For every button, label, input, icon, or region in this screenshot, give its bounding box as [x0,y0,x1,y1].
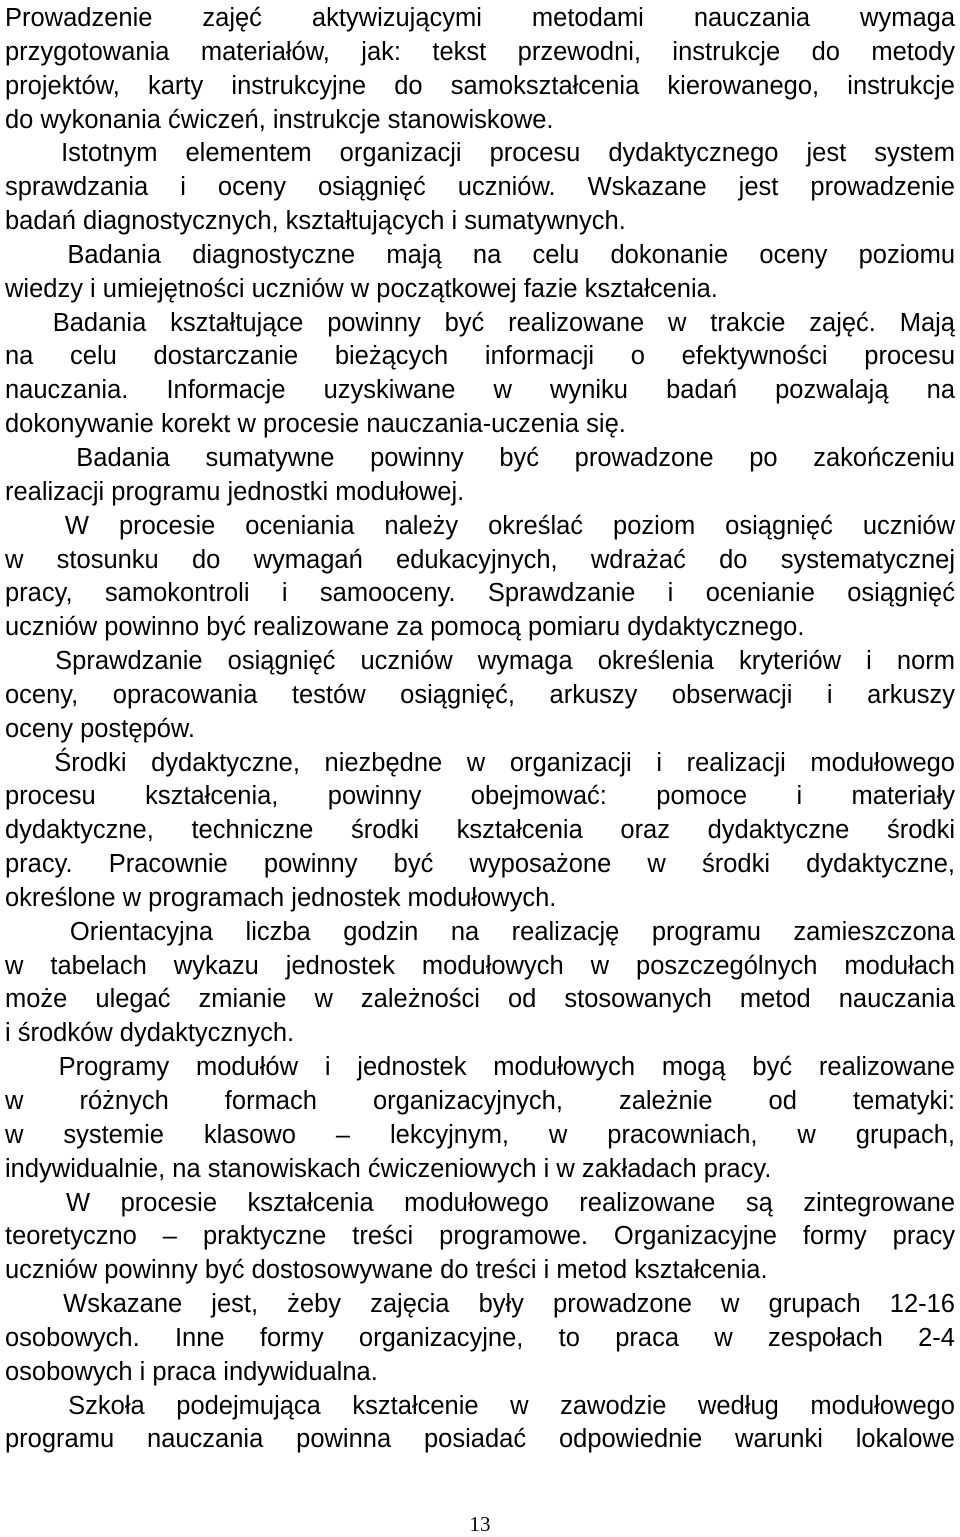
text-line: w różnych formach organizacyjnych, zależnie od tematyki: [5,1087,955,1115]
text-line: W procesie kształcenia modułowego realizowane są zintegrowane [5,1188,955,1217]
text-line: Istotnym elementem organizacji procesu dydaktycznego jest system [5,139,955,168]
text-line: Badania diagnostyczne mają na celu dokonanie oceny poziomu [5,240,955,269]
text-line: na celu dostarczanie bieżących informacji o efektywności procesu [5,342,955,371]
text-line: Szkoła podejmująca kształcenie w zawodzie według modułowego [5,1391,955,1420]
text-line: uczniów powinno być realizowane za pomocą pomiaru dydaktycznego. [5,613,805,642]
text-line: Programy modułów i jednostek modułowych mogą być realizowane [5,1053,955,1082]
text-line: dydaktyczne, techniczne środki kształcenia oraz dydaktyczne środki [5,816,955,845]
text-line: Badania kształtujące powinny być realizowane w trakcie zajęć. Mają [5,308,955,337]
text-line: teoretyczno – praktyczne treści programowe. Organizacyjne formy pracy [5,1222,955,1251]
text-line: oceny postępów. [5,714,195,743]
text-line: przygotowania materiałów, jak: tekst przewodni, instrukcje do metody [5,37,955,66]
text-line: i środków dydaktycznych. [5,1019,295,1048]
text-line: realizacji programu jednostki modułowej. [5,477,465,506]
text-line: pracy, samokontroli i samooceny. Sprawdzanie i ocenianie osiągnięć [5,579,955,608]
text-line: osobowych i praca indywidualna. [5,1357,378,1386]
text-line: projektów, karty instrukcyjne do samokształcenia kierowanego, instrukcje [5,71,955,100]
text-line: Orientacyjna liczba godzin na realizację programu zamieszczona [5,917,955,946]
text-line: dokonywanie korekt w procesie nauczania-uczenia się. [5,410,626,439]
text-line: badań diagnostycznych, kształtujących i sumatywnych. [5,207,626,236]
text-line: W procesie oceniania należy określać poziom osiągnięć uczniów [5,511,955,540]
text-line: programu nauczania powinna posiadać odpowiednie warunki lokalowe [5,1425,955,1454]
text-line: do wykonania ćwiczeń, instrukcje stanowiskowe. [5,105,554,134]
text-line: w tabelach wykazu jednostek modułowych w poszczególnych modułach [5,951,955,980]
text-line: Wskazane jest, żeby zajęcia były prowadzone w grupach 12-16 [5,1290,955,1319]
text-line: określone w programach jednostek modułowych. [5,883,557,912]
text-line: osobowych. Inne formy organizacyjne, to praca w zespołach 2-4 [5,1323,955,1352]
page-number: 13 [469,1512,491,1536]
text-line: w systemie klasowo – lekcyjnym, w pracowniach, w grupach, [5,1120,955,1149]
text-line: uczniów powinny być dostosowywane do treści i metod kształcenia. [5,1256,768,1285]
text-line: może ulegać zmianie w zależności od stosowanych metod nauczania [5,985,955,1014]
text-line: Prowadzenie zajęć aktywizującymi metodami nauczania wymaga [5,4,955,32]
text-line: pracy. Pracownie powinny być wyposażone w środki dydaktyczne, [5,850,955,879]
text-line: Środki dydaktyczne, niezbędne w organizacji i realizacji modułowego [5,748,955,777]
text-line: Sprawdzanie osiągnięć uczniów wymaga określenia kryteriów i norm [5,647,955,676]
text-line: indywidualnie, na stanowiskach ćwiczeniowych i w zakładach pracy. [5,1154,772,1183]
text-line: oceny, opracowania testów osiągnięć, arkuszy obserwacji i arkuszy [5,680,955,709]
text-line: w stosunku do wymagań edukacyjnych, wdrażać do systematycznej [5,545,955,574]
text-line: procesu kształcenia, powinny obejmować: pomoce i materiały [5,782,955,811]
text-line: wiedzy i umiejętności uczniów w początkowej fazie kształcenia. [5,274,718,303]
text-line: nauczania. Informacje uzyskiwane w wyniku badań pozwalają na [5,376,955,405]
text-line: sprawdzania i oceny osiągnięć uczniów. Wskazane jest prowadzenie [5,173,955,202]
text-line: Badania sumatywne powinny być prowadzone po zakończeniu [5,443,955,472]
document-body [5,2,955,1457]
